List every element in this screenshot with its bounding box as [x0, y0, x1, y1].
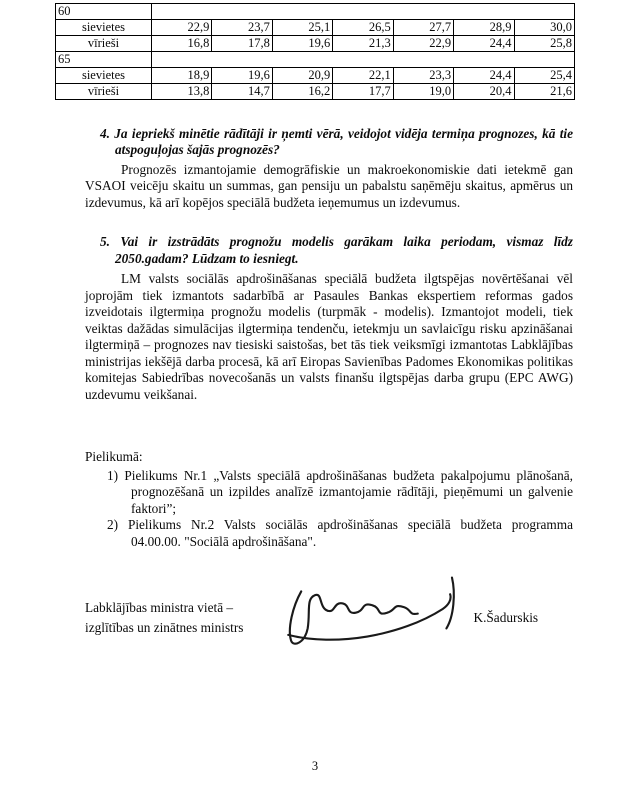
table-cell: 30,0	[514, 20, 574, 36]
table-cell: 20,4	[454, 84, 514, 100]
signatory-title-line1: Labklājības ministra vietā –	[85, 600, 234, 616]
table-row-age-65	[56, 52, 575, 68]
row-label: vīrieši	[56, 84, 152, 100]
table-cell: 16,2	[272, 84, 332, 100]
table-cell: 25,4	[514, 68, 574, 84]
table-cell: 19,0	[393, 84, 453, 100]
table-cell: 23,3	[393, 68, 453, 84]
table-cell: 21,3	[333, 36, 393, 52]
table-row	[56, 84, 575, 100]
table-row	[56, 68, 575, 84]
empty-cell	[152, 4, 575, 20]
table-cell: 13,8	[152, 84, 212, 100]
attachment-item: 1) Pielikums Nr.1 „Valsts speciālā apdrošināšanas budžeta pakalpojumu plānošanā, prognozēšanā un izpildes analīzē izmantojamie rādītāji, pieņēmumi un galvenie faktori”;	[107, 467, 573, 516]
attachments-heading: Pielikumā:	[85, 449, 143, 465]
table-row-age-60	[56, 4, 575, 20]
table-cell: 19,6	[212, 68, 272, 84]
signatory-name: K.Šadurskis	[473, 610, 539, 626]
age-group-label: 65	[56, 52, 152, 68]
table-cell: 18,9	[152, 68, 212, 84]
table-cell: 17,8	[212, 36, 272, 52]
handwritten-signature-image	[279, 566, 473, 652]
question-5: 5. Vai ir izstrādāts prognožu modelis garākam laika periodam, vismaz līdz 2050.gadam? Lūdzam to iesniegt.	[100, 234, 573, 266]
table-cell: 14,7	[212, 84, 272, 100]
table-cell: 22,9	[393, 36, 453, 52]
attachment-item: 2) Pielikums Nr.2 Valsts sociālās apdrošināšanas speciālā budžeta programma 04.00.00. "Sociālā apdrošināšana".	[107, 517, 573, 549]
signatory-title-line2: izglītības un zinātnes ministrs	[85, 620, 244, 636]
page-number: 3	[311, 759, 319, 773]
attachments-section	[85, 449, 573, 550]
life-expectancy-table	[55, 3, 575, 100]
question-4: 4. Ja iepriekš minētie rādītāji ir ņemti vērā, veidojot vidēja termiņa prognozes, kā tie atspoguļojas šajās prognozēs?	[100, 126, 573, 158]
attachments-list	[85, 468, 573, 550]
signatory-title	[85, 598, 279, 638]
table-cell: 26,5	[333, 20, 393, 36]
age-group-label: 60	[56, 4, 152, 20]
table-cell: 19,6	[272, 36, 332, 52]
table-cell: 28,9	[454, 20, 514, 36]
table-cell: 22,1	[333, 68, 393, 84]
document-body	[85, 126, 573, 550]
table-row	[56, 20, 575, 36]
table-cell: 21,6	[514, 84, 574, 100]
table-cell: 22,9	[152, 20, 212, 36]
row-label: sievietes	[56, 68, 152, 84]
table-cell: 20,9	[272, 68, 332, 84]
table-cell: 25,8	[514, 36, 574, 52]
table-cell: 23,7	[212, 20, 272, 36]
table-cell: 24,4	[454, 68, 514, 84]
table-cell: 27,7	[393, 20, 453, 36]
row-label: vīrieši	[56, 36, 152, 52]
row-label: sievietes	[56, 20, 152, 36]
table-row	[56, 36, 575, 52]
table-cell: 16,8	[152, 36, 212, 52]
signature-block	[85, 584, 590, 652]
empty-cell	[152, 52, 575, 68]
table-cell: 17,7	[333, 84, 393, 100]
paragraph-answer-4: Prognozēs izmantojamie demogrāfiskie un makroekonomiskie dati ietekmē gan VSAOI veicēju skaitu un summas, gan pensiju un pabalstu saņēmēju skaitus, apmērus un izdevumus, kā arī kopējos speciālā budžeta ieņemumus un izdevumus.	[85, 161, 573, 210]
table-cell: 25,1	[272, 20, 332, 36]
table-cell: 24,4	[454, 36, 514, 52]
paragraph-answer-5: LM valsts sociālās apdrošināšanas speciālā budžeta ilgtspējas novērtēšanai vēl joprojām tiek izmantots sadarbībā ar Pasaules Bankas ekspertiem reformas gados izveidotais ilgtermiņa prognožu modelis (turpmāk - modelis). Izmantojot modeli, tiek veiktas dažādas simulācijas ilgtermiņa tendenču, ietekmju un savlaicīgu risku apzināšanai ilgtermiņā – prognozes nav tiesiski saistošas, bet tās tiek veiksmīgi izmantotas Labklājības ministrijas iekšējā darba procesā, kā arī Eiropas Savienības Padomes Ekonomikas politikas komitejas Sabiedrības novecošanās un valsts finanšu ilgtspējas darba grupu (EPC AWG) uzdevumu veikšanai.	[85, 271, 573, 402]
table-wrap	[0, 0, 630, 100]
